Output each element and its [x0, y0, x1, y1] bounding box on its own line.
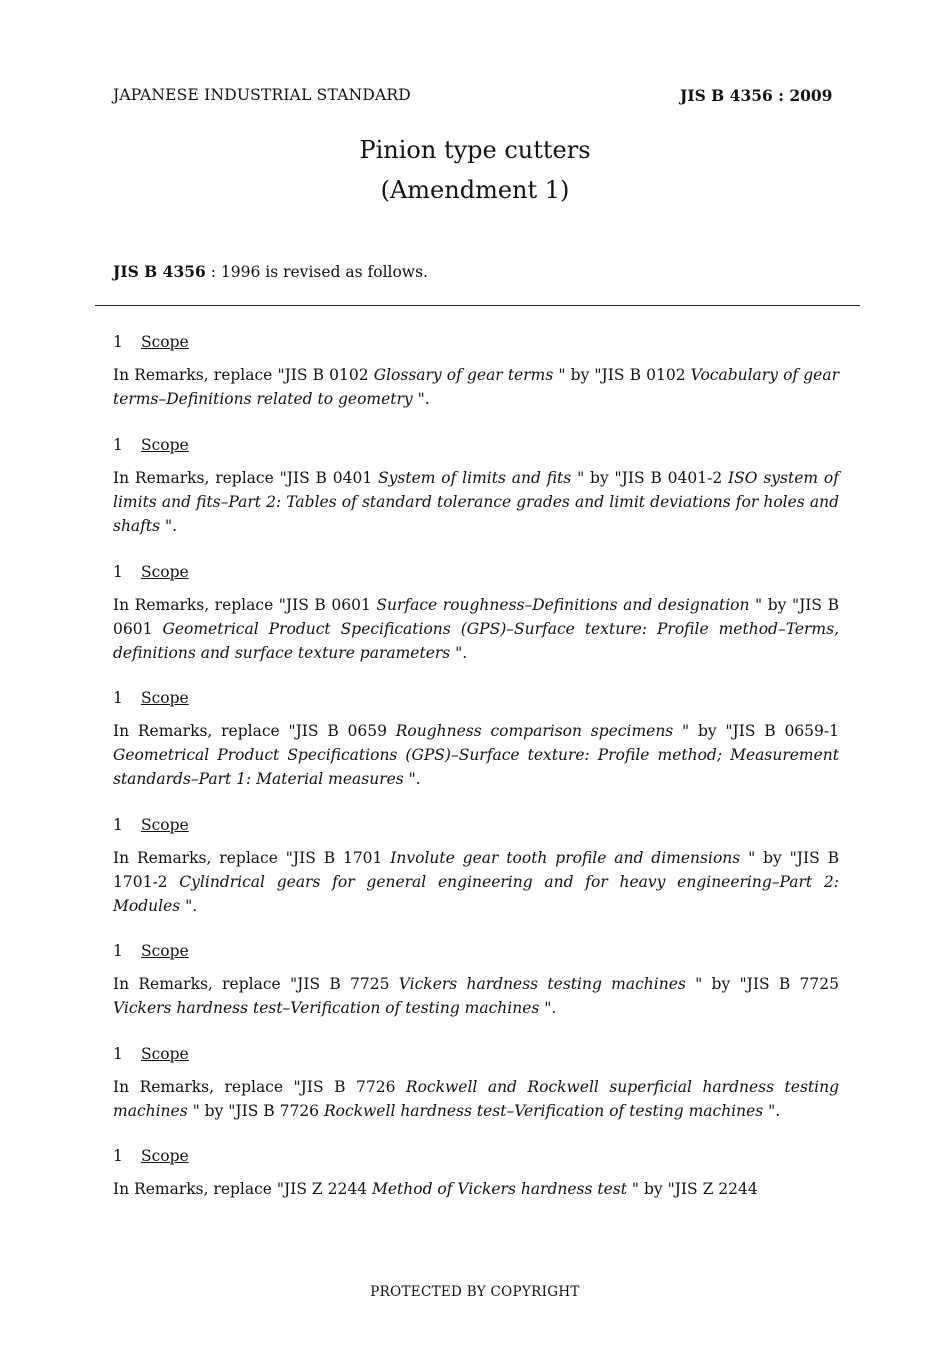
body-text: ".: [403, 770, 421, 788]
section-title: Scope: [141, 816, 189, 834]
body-text: " by "JIS B 1701-2: [113, 849, 839, 891]
standard-title-text: Cylindrical gears for general engineering and for heavy engineering–Part 2: Modules: [113, 873, 839, 915]
standard-title-text: ISO system of limits and fits–Part 2: Tables of standard tolerance grades and limit deviations for holes and shafts: [113, 469, 839, 535]
standard-title-text: Geometrical Product Specifications (GPS)–Surface texture: Profile method–Terms, definitions and surface texture parameters: [113, 620, 839, 662]
body-text: " by "JIS B 0601: [113, 596, 839, 638]
section-heading: [113, 433, 839, 457]
body-text: In Remarks, replace "JIS B 7725: [113, 975, 399, 993]
section-title: Scope: [141, 1147, 189, 1165]
standard-title-text: Glossary of gear terms: [373, 366, 554, 384]
standard-title-text: Vickers hardness test–Verification of testing machines: [113, 999, 540, 1017]
standard-title-text: Rockwell hardness test–Verification of testing machines: [323, 1102, 764, 1120]
amendment-section: [113, 433, 839, 538]
standard-title-text: Method of Vickers hardness test: [372, 1180, 627, 1198]
section-title: Scope: [141, 563, 189, 581]
intro-standard: JIS B 4356: [113, 262, 206, 281]
section-heading: [113, 813, 839, 837]
header-divider: [95, 305, 860, 306]
section-body: [113, 1177, 839, 1201]
amendment-section: [113, 560, 839, 665]
body-text: " by "JIS B 0102: [553, 366, 691, 384]
standard-title-text: Geometrical Product Specifications (GPS)–Surface texture: Profile method; Measurement standards–Part 1: Material measures: [113, 746, 839, 788]
section-title: Scope: [141, 1045, 189, 1063]
section-number: 1: [113, 1147, 123, 1165]
section-heading: [113, 1042, 839, 1066]
amendment-section: [113, 1144, 839, 1201]
body-text: " by "JIS B 7725: [685, 975, 839, 993]
amendment-section: [113, 330, 839, 411]
section-number: 1: [113, 816, 123, 834]
section-heading: [113, 939, 839, 963]
page-subtitle: (Amendment 1): [380, 176, 570, 204]
standard-title-text: Involute gear tooth profile and dimensions: [390, 849, 741, 867]
standard-title-text: Rockwell and Rockwell superficial hardness testing machines: [113, 1078, 839, 1120]
body-text: In Remarks, replace "JIS B 7726: [113, 1078, 406, 1096]
intro-text: : 1996 is revised as follows.: [205, 263, 428, 281]
standard-title-text: Roughness comparison specimens: [395, 722, 674, 740]
amendment-section: [113, 813, 839, 918]
standard-title-text: System of limits and fits: [378, 469, 572, 487]
section-heading: [113, 560, 839, 584]
section-number: 1: [113, 1045, 123, 1063]
section-heading: [113, 1144, 839, 1168]
body-text: " by "JIS B 7726: [187, 1102, 324, 1120]
section-number: 1: [113, 689, 123, 707]
body-text: ".: [450, 644, 468, 662]
section-heading: [113, 330, 839, 354]
section-body: [113, 972, 839, 1020]
body-text: In Remarks, replace "JIS Z 2244: [113, 1180, 372, 1198]
body-text: ".: [160, 517, 178, 535]
section-number: 1: [113, 436, 123, 454]
standard-title-text: Vickers hardness testing machines: [398, 975, 686, 993]
section-title: Scope: [141, 942, 189, 960]
amendment-section: [113, 1042, 839, 1123]
document-number: JIS B 4356 : 2009: [680, 86, 833, 105]
section-title: Scope: [141, 436, 189, 454]
section-body: [113, 846, 839, 918]
section-title: Scope: [141, 333, 189, 351]
section-body: [113, 466, 839, 538]
body-text: In Remarks, replace "JIS B 1701: [113, 849, 391, 867]
intro-statement: [113, 262, 428, 281]
section-body: [113, 593, 839, 665]
section-heading: [113, 686, 839, 710]
body-text: ".: [539, 999, 557, 1017]
amendment-section: [113, 686, 839, 791]
section-body: [113, 719, 839, 791]
body-text: " by "JIS Z 2244: [626, 1180, 758, 1198]
copyright-footer: PROTECTED BY COPYRIGHT: [370, 1284, 580, 1300]
body-text: In Remarks, replace "JIS B 0102: [113, 366, 374, 384]
section-body: [113, 363, 839, 411]
section-number: 1: [113, 333, 123, 351]
document-standard-label: JAPANESE INDUSTRIAL STANDARD: [113, 86, 411, 104]
standard-title-text: Vocabulary of gear terms–Definitions related to geometry: [113, 366, 839, 408]
page-title: Pinion type cutters: [359, 136, 591, 164]
section-title: Scope: [141, 689, 189, 707]
body-text: ".: [412, 390, 430, 408]
body-text: In Remarks, replace "JIS B 0601: [113, 596, 377, 614]
amendment-section: [113, 939, 839, 1020]
body-text: " by "JIS B 0659-1: [673, 722, 839, 740]
section-body: [113, 1075, 839, 1123]
body-text: " by "JIS B 0401-2: [571, 469, 729, 487]
body-text: ".: [763, 1102, 781, 1120]
body-text: ".: [180, 897, 198, 915]
section-number: 1: [113, 563, 123, 581]
body-text: In Remarks, replace "JIS B 0401: [113, 469, 379, 487]
body-text: In Remarks, replace "JIS B 0659: [113, 722, 396, 740]
standard-title-text: Surface roughness–Definitions and designation: [376, 596, 750, 614]
section-number: 1: [113, 942, 123, 960]
